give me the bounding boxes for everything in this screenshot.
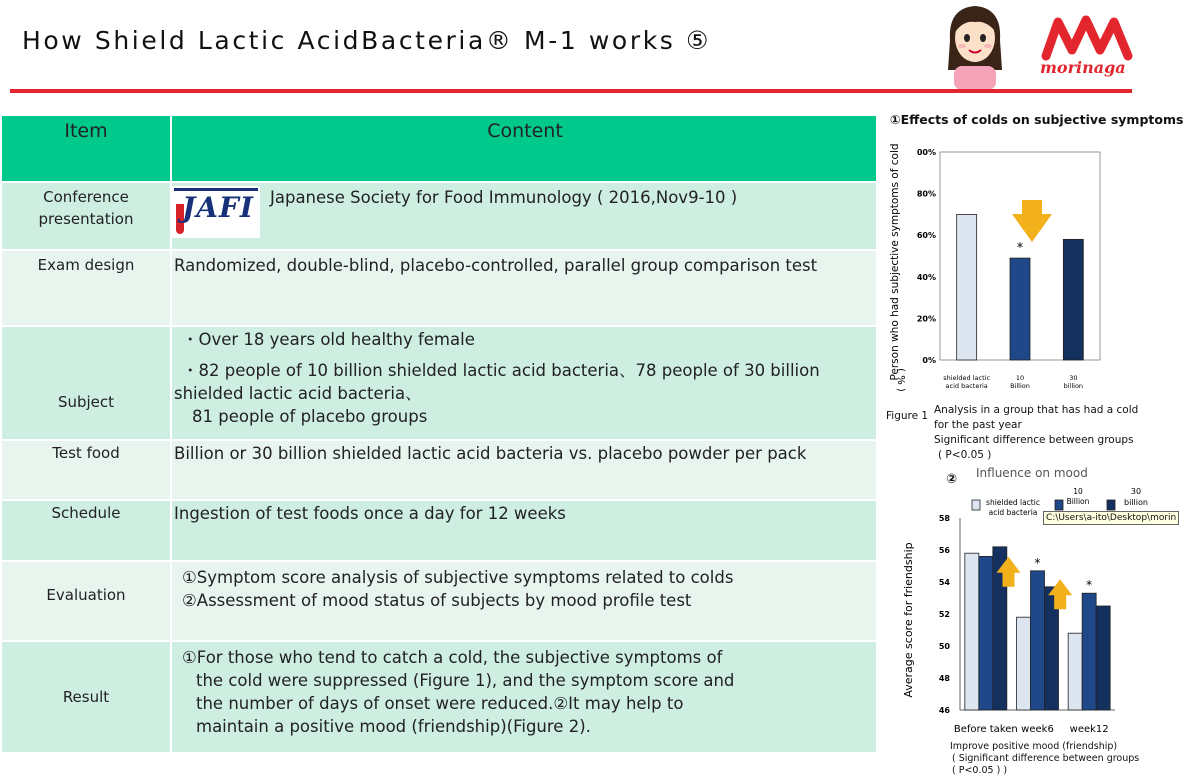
bar: [1010, 258, 1030, 360]
bar: [979, 556, 993, 710]
y-tick-label: 60%: [916, 231, 936, 241]
subject-line-3: shielded lactic acid bacteria、: [174, 384, 422, 403]
bar: [1063, 239, 1083, 360]
y-axis-label: Person who had subjective symptoms of cold: [889, 143, 901, 381]
x-tick-label: week12: [1069, 724, 1109, 735]
x-tick-label: Before taken: [953, 724, 1018, 735]
bar: [1082, 593, 1096, 710]
table-row: [2, 326, 876, 440]
legend-swatch: [972, 500, 980, 510]
y-tick-label: 0%: [922, 356, 936, 365]
table-row: [2, 641, 876, 753]
girl-illustration-icon: [940, 0, 1010, 90]
row-content-evaluation: [171, 561, 876, 641]
jafi-logo-icon: JAFI: [172, 186, 260, 238]
figure2-note-1: Improve positive mood (friendship): [950, 741, 1118, 752]
row-label-schedule: Schedule: [2, 500, 171, 561]
y-tick-label: 46: [938, 706, 950, 715]
row-content-test-food: Billion or 30 billion shielded lactic acid bacteria vs. placebo powder per pack: [171, 440, 876, 500]
x-tick-label: 10 Billion: [1010, 374, 1030, 390]
figure1-label: Figure 1: [886, 410, 929, 422]
y-tick-label: 40%: [916, 272, 936, 282]
figure2-chart: [882, 470, 1167, 735]
figure2-note-2: ( Significant difference between groups: [952, 753, 1140, 764]
table-row: [2, 561, 876, 641]
y-axis-unit: ( % ): [895, 368, 906, 392]
evaluation-line-1: ①Symptom score analysis of subjective symptoms related to colds: [182, 568, 734, 587]
x-tick-label: week6: [1021, 724, 1054, 735]
column-header-content: Content: [171, 116, 876, 182]
significance-marker: *: [1034, 555, 1041, 570]
subject-line-1: ・Over 18 years old healthy female: [182, 330, 475, 349]
figure1-title: ①Effects of colds on subjective symptoms: [890, 112, 1183, 127]
conference-text: Japanese Society for Food Immunology ( 2016,Nov9-10 ): [270, 188, 738, 207]
legend-label: 30 billion: [1124, 487, 1148, 507]
row-content-schedule: Ingestion of test foods once a day for 12 weeks: [171, 500, 876, 561]
row-content-subject: [171, 326, 876, 440]
figure1-note-2: for the past year: [934, 419, 1022, 431]
figure1-note-1: Analysis in a group that has had a cold: [934, 404, 1139, 416]
figure1-note-3: Significant difference between groups: [934, 434, 1134, 446]
y-tick-label: 54: [938, 578, 950, 587]
subject-line-4: 81 people of placebo groups: [192, 407, 428, 426]
figure2-note-3: ( P<0.05 ) ): [952, 765, 1008, 776]
column-header-item: Item: [2, 116, 171, 182]
header-divider: [10, 89, 1132, 93]
row-label-subject: Subject: [2, 326, 171, 440]
x-tick-label: shielded lactic acid bacteria: [943, 374, 991, 390]
figure2-number: ②: [946, 472, 958, 487]
y-tick-label: 80%: [916, 189, 936, 199]
y-tick-label: 48: [938, 674, 950, 683]
study-summary-table: [2, 116, 876, 754]
significance-marker: *: [1016, 241, 1024, 257]
page-title: How Shield Lactic AcidBacteria® M-1 works ⑤: [22, 26, 711, 55]
row-label-result: Result: [2, 641, 171, 753]
bar: [965, 553, 979, 710]
row-label-exam-design: Exam design: [2, 250, 171, 326]
bar: [957, 214, 977, 360]
row-label-evaluation: Evaluation: [2, 561, 171, 641]
y-tick-label: 56: [938, 546, 950, 555]
table-row: [2, 440, 876, 500]
table-header-row: [2, 116, 876, 182]
row-content-exam-design: Randomized, double-blind, placebo-controlled, parallel group comparison test: [171, 250, 876, 326]
table-row: [2, 182, 876, 250]
row-label-test-food: Test food: [2, 440, 171, 500]
bar: [1017, 617, 1031, 710]
result-line-4: maintain a positive mood (friendship)(Figure 2).: [196, 717, 591, 736]
y-axis-label: Average score for friendship: [902, 542, 915, 698]
y-tick-label: 58: [938, 514, 950, 523]
bar: [1031, 571, 1045, 710]
result-line-2: the cold were suppressed (Figure 1), and the symptom score and: [196, 671, 735, 690]
subject-line-2: ・82 people of 10 billion shielded lactic acid bacteria、78 people of 30 billion: [182, 361, 820, 380]
y-tick-label: 00%: [916, 148, 936, 157]
figure1-chart: [882, 140, 1152, 405]
figure2-title: Influence on mood: [976, 466, 1088, 480]
row-content-result: [171, 641, 876, 753]
y-tick-label: 50: [938, 642, 950, 651]
row-label-conference: Conference presentation: [2, 182, 171, 250]
table-row: [2, 500, 876, 561]
y-tick-label: 52: [938, 610, 950, 619]
table-row: [2, 250, 876, 326]
legend-label: shielded lactic acid bacteria: [986, 498, 1040, 517]
morinaga-logo-text: morinaga: [1040, 58, 1126, 77]
result-line-1: ①For those who tend to catch a cold, the subjective symptoms of: [182, 648, 723, 667]
significance-marker: *: [1086, 578, 1093, 593]
bar: [1096, 606, 1110, 710]
legend-label: 10 Billion: [1066, 487, 1090, 506]
evaluation-line-2: ②Assessment of mood status of subjects by mood profile test: [182, 591, 692, 610]
y-tick-label: 20%: [916, 314, 936, 324]
x-tick-label: 30 billion: [1063, 374, 1084, 390]
bar: [1068, 633, 1082, 710]
legend-swatch: [1055, 500, 1063, 510]
figure1-note-4: ( P<0.05 ): [938, 449, 992, 461]
row-content-conference: [171, 182, 876, 250]
result-line-3: the number of days of onset were reduced.②It may help to: [196, 694, 684, 713]
file-path-tooltip: C:\Users\a-ito\Desktop\morin: [1043, 511, 1179, 525]
legend-swatch: [1107, 500, 1115, 510]
